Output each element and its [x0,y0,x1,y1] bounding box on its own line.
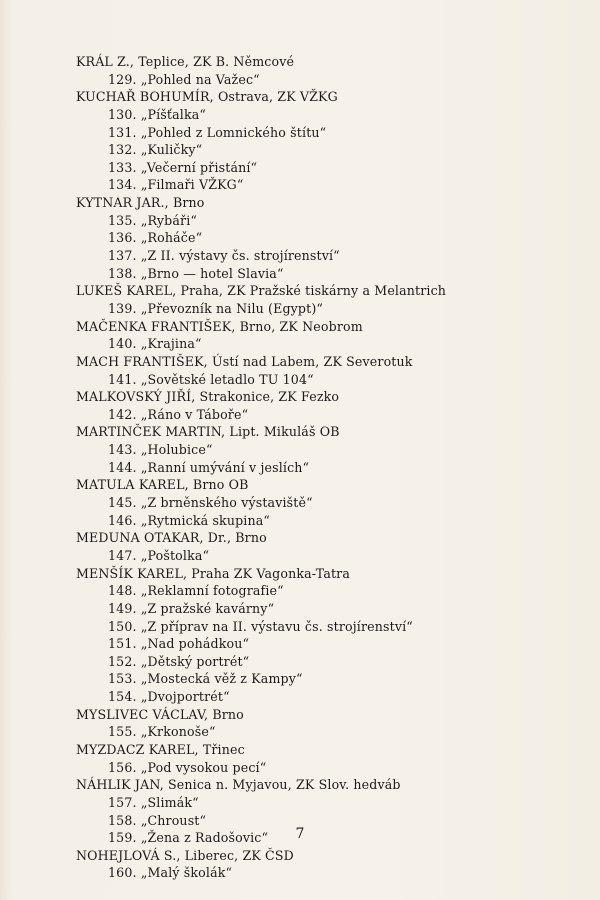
work-title: „Ráno v Táboře“ [140,406,249,422]
work-line [76,71,576,89]
work-title: „Malý školák“ [140,865,233,881]
work-title: „Pohled na Važec“ [140,71,260,87]
work-title: „Chroust“ [140,812,207,828]
work-title: „Kuličky“ [140,142,203,158]
work-line [76,864,576,882]
work-line [76,106,576,124]
work-line [76,247,576,265]
work-number: 143. [108,442,137,458]
work-title: „Z pražské kavárny“ [140,600,275,616]
author-line: MACH FRANTIŠEK, Ústí nad Labem, ZK Severotuk [76,353,413,369]
author-line: MYZDACZ KAREL, Třinec [76,741,245,757]
work-title: „Dětský portrét“ [140,653,250,669]
work-title: „Holubice“ [140,442,213,458]
work-title: „Píšťalka“ [140,106,206,122]
work-line [76,512,576,530]
work-number: 159. [108,830,137,846]
work-number: 141. [108,371,137,387]
work-number: 148. [108,583,137,599]
work-title: „Z brněnského výstaviště“ [140,495,313,511]
work-number: 138. [108,265,137,281]
work-title: „Krajina“ [140,336,202,352]
work-line [76,794,576,812]
work-number: 157. [108,794,137,810]
work-number: 151. [108,636,137,652]
author-line: LUKEŠ KAREL, Praha, ZK Pražské tiskárny a Melantrich [76,283,447,299]
work-title: „Z II. výstavy čs. strojírenství“ [140,248,340,264]
work-line [76,723,576,741]
work-number: 131. [108,124,137,140]
author-line: KUCHAŘ BOHUMÍR, Ostrava, ZK VŽKG [76,89,338,105]
work-line [76,441,576,459]
work-line [76,759,576,777]
work-number: 142. [108,406,137,422]
author-line: KYTNAR JAR., Brno [76,195,205,211]
author-line: NÁHLIK JAN, Senica n. Myjavou, ZK Slov. hedváb [76,777,401,793]
work-line [76,335,576,353]
work-number: 139. [108,300,137,316]
work-number: 153. [108,671,137,687]
work-title: „Roháče“ [140,230,203,246]
author-line: MEDUNA OTAKAR, Dr., Brno [76,530,267,546]
work-title: „Nad pohádkou“ [140,636,250,652]
work-line [76,635,576,653]
work-title: „Krkonoše“ [140,724,216,740]
work-line [76,582,576,600]
work-line [76,688,576,706]
work-title: „Pod vysokou pecí“ [140,759,267,775]
work-title: „Pohled z Lomnického štítu“ [140,124,327,140]
work-line [76,547,576,565]
work-number: 147. [108,547,137,563]
author-line: NOHEJLOVÁ S., Liberec, ZK ČSD [76,847,294,863]
work-number: 144. [108,459,137,475]
work-number: 135. [108,212,137,228]
work-number: 136. [108,230,137,246]
work-number: 154. [108,689,137,705]
work-line [76,406,576,424]
author-line: MENŠÍK KAREL, Praha ZK Vagonka-Tatra [76,565,351,581]
work-line [76,618,576,636]
work-number: 158. [108,812,137,828]
work-title: „Večerní přistání“ [140,159,258,175]
author-line: MARTINČEK MARTIN, Lipt. Mikuláš OB [76,424,340,440]
work-number: 156. [108,759,137,775]
work-line [76,124,576,142]
author-line: MALKOVSKÝ JIŘÍ, Strakonice, ZK Fezko [76,389,340,405]
page-number: 7 [295,826,305,842]
work-title: „Rytmická skupina“ [140,512,270,528]
work-title: „Sovětské letadlo TU 104“ [140,371,314,387]
work-line [76,212,576,230]
work-title: „Z příprav na II. výstavu čs. strojírenství“ [140,618,413,634]
author-line: KRÁL Z., Teplice, ZK B. Němcové [76,54,295,69]
work-line [76,459,576,477]
work-title: „Filmaři VŽKG“ [140,177,244,193]
work-line [76,670,576,688]
work-title: „Mostecká věž z Kampy“ [140,671,303,687]
work-number: 129. [108,71,137,87]
work-line [76,371,576,389]
work-title: „Reklamní fotografie“ [140,583,284,599]
work-line [76,265,576,283]
work-number: 145. [108,495,137,511]
author-line: MAČENKA FRANTIŠEK, Brno, ZK Neobrom [76,318,363,334]
work-title: „Slimák“ [140,794,199,810]
work-line [76,159,576,177]
work-title: „Poštolka“ [140,547,210,563]
work-number: 155. [108,724,137,740]
work-title: „Převozník na Nilu (Egypt)“ [140,300,324,316]
catalog-list [76,53,576,882]
work-number: 132. [108,142,137,158]
author-line: MATULA KAREL, Brno OB [76,477,249,493]
work-number: 146. [108,512,137,528]
work-number: 134. [108,177,137,193]
work-line [76,141,576,159]
author-line: MYSLIVEC VÁCLAV, Brno [76,706,244,722]
work-title: „Žena z Radošovic“ [140,830,269,846]
work-line [76,494,576,512]
work-line [76,300,576,318]
work-title: „Dvojportrét“ [140,689,230,705]
work-line [76,176,576,194]
work-title: „Brno — hotel Slavia“ [140,265,284,281]
work-number: 150. [108,618,137,634]
work-number: 152. [108,653,137,669]
work-title: „Rybáři“ [140,212,197,228]
work-number: 140. [108,336,137,352]
work-line [76,229,576,247]
work-number: 137. [108,248,137,264]
work-number: 133. [108,159,137,175]
work-line [76,600,576,618]
work-line [76,653,576,671]
work-number: 160. [108,865,137,881]
work-number: 130. [108,106,137,122]
work-number: 149. [108,600,137,616]
work-title: „Ranní umývání v jeslích“ [140,459,310,475]
